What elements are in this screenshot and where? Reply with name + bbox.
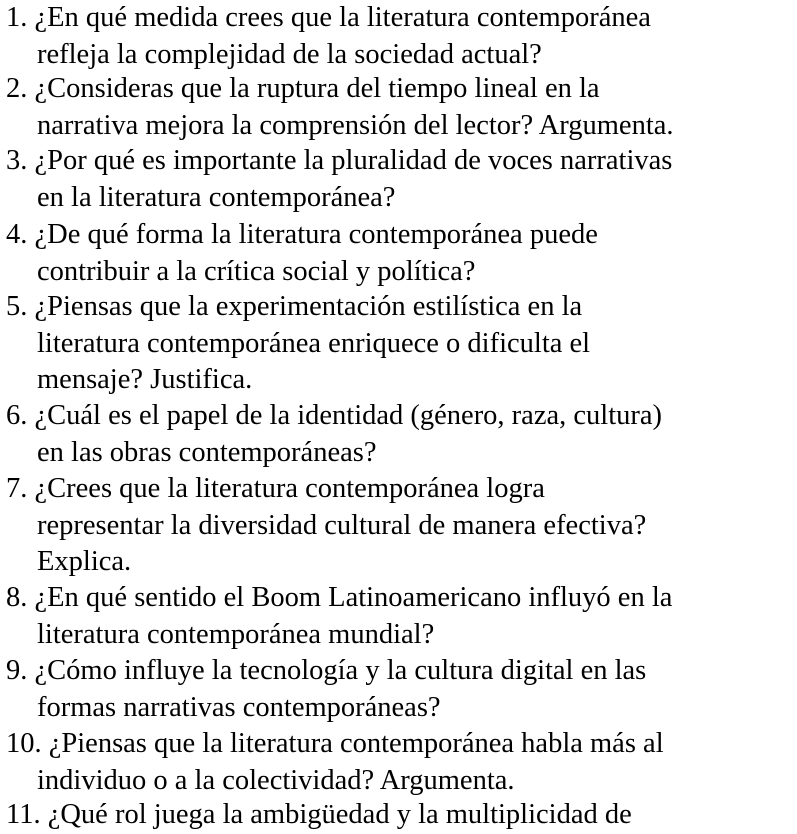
question-3: [6, 143, 796, 216]
question-6: [6, 398, 796, 471]
question-number: 8.: [6, 582, 28, 613]
question-line: narrativa mejora la comprensión del lector? Argumenta.: [37, 109, 674, 141]
question-text: ¿Por qué es importante la pluralidad de voces narrativas: [34, 145, 673, 176]
question-number: 6.: [6, 400, 28, 431]
question-number: 2.: [6, 73, 28, 104]
question-10: [6, 726, 796, 799]
question-4: [6, 217, 796, 290]
question-number: 7.: [6, 473, 28, 504]
question-line: [6, 143, 796, 180]
question-line: Explica.: [37, 546, 132, 577]
question-line: [6, 398, 796, 435]
question-line: mensaje? Justifica.: [37, 364, 253, 395]
question-2: [6, 71, 796, 144]
question-line: representar la diversidad cultural de manera efectiva?: [37, 509, 647, 541]
question-text: ¿Qué rol juega la ambigüedad y la multiplicidad de: [47, 799, 632, 830]
question-text: ¿De qué forma la literatura contemporánea puede: [34, 219, 598, 250]
question-line: [6, 726, 796, 763]
question-text: ¿En qué sentido el Boom Latinoamericano influyó en la: [34, 582, 673, 613]
question-line: [6, 653, 796, 690]
question-number: 4.: [6, 219, 28, 250]
question-line: [6, 797, 796, 834]
question-text: ¿Cómo influye la tecnología y la cultura digital en las: [34, 655, 647, 686]
question-line: [6, 217, 796, 254]
question-7: [6, 471, 796, 581]
question-number: 5.: [6, 291, 28, 322]
question-number: 1.: [6, 2, 28, 33]
question-line: [6, 289, 796, 326]
question-line: contribuir a la crítica social y política?: [37, 255, 476, 287]
question-line: [6, 471, 796, 508]
question-text: ¿Crees que la literatura contemporánea logra: [34, 473, 545, 504]
question-9: [6, 653, 796, 726]
question-number: 9.: [6, 655, 28, 686]
question-1: [6, 0, 796, 73]
question-11: [6, 797, 796, 834]
question-line: formas narrativas contemporáneas?: [37, 691, 441, 723]
question-text: ¿En qué medida crees que la literatura contemporánea: [34, 2, 651, 33]
question-number: 11.: [6, 799, 41, 830]
question-text: ¿Piensas que la literatura contemporánea habla más al: [48, 728, 664, 759]
question-line: [6, 580, 796, 617]
question-5: [6, 289, 796, 399]
question-line: refleja la complejidad de la sociedad actual?: [37, 38, 542, 70]
question-number: 3.: [6, 145, 28, 176]
question-line: en la literatura contemporánea?: [37, 181, 396, 213]
question-line: literatura contemporánea enriquece o dificulta el: [37, 327, 591, 359]
question-number: 10.: [6, 728, 42, 759]
question-text: ¿Consideras que la ruptura del tiempo lineal en la: [34, 73, 600, 104]
question-8: [6, 580, 796, 653]
question-line: [6, 71, 796, 108]
question-text: ¿Cuál es el papel de la identidad (género, raza, cultura): [34, 400, 662, 431]
question-line: en las obras contemporáneas?: [37, 436, 377, 468]
question-line: individuo o a la colectividad? Argumenta.: [37, 764, 515, 796]
question-line: [6, 0, 796, 37]
question-line: literatura contemporánea mundial?: [37, 618, 435, 650]
question-text: ¿Piensas que la experimentación estilística en la: [34, 291, 583, 322]
